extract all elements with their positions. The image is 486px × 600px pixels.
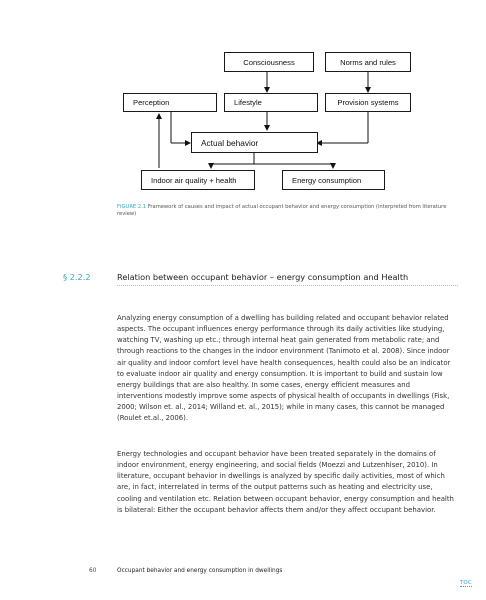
paragraph-1: Analyzing energy consumption of a dwelling has building related and occupant behavior related aspects. The occupant influences energy performance through its daily activities like studying, watching TV, washing up etc.; through internal heat gain generated from metabolic rate; and through reactions to the changes in the indoor environment (Tanimoto et al. 2008). Since indoor air quality and indoor comfort level have health consequences, health could also be an indicator to evaluate indoor air quality and energy consumption. It is important to build and sustain low energy buildings that are also healthy. In some cases, energy efficient measures and interventions modestly improve some aspects of physical health of occupants in dwellings (Fisk, 2000; Wilson et. al., 2014; Willand et. al., 2015); while in many cases, this cannot be managed (Roulet et.al., 2006). <box>117 314 451 423</box>
box-energy <box>282 170 385 190</box>
running-footer: Occupant behavior and energy consumption in dwellings <box>117 568 283 574</box>
framework-diagram <box>0 0 486 200</box>
paragraph-2: Energy technologies and occupant behavior have been treated separately in the domains of indoor environment, energy engineering, and social fields (Moezzi and Lutzenhiser, 2010). In literature, occupant behavior in dwellings is analyzed by specific daily activities, most of which are, in fact, interrelated in terms of the output patterns such as heating and electricity use, cooling and ventilation etc. Relation between occupant behavior, energy consumption and health is bilateral: Either the occupant behavior affects them and/or they affect occupant behavior. <box>117 450 454 514</box>
figure-label: FIGURE 2.1 <box>117 204 147 210</box>
figure-caption <box>117 204 457 219</box>
box-norms-label: Norms and rules <box>340 57 396 67</box>
box-perception <box>123 93 217 112</box>
toc-link[interactable]: TOC <box>460 580 472 586</box>
box-energy-label: Energy consumption <box>292 175 362 185</box>
box-indoor-label: Indoor air quality + health <box>151 175 237 185</box>
box-actual-label: Actual behavior <box>201 137 259 148</box>
box-provision <box>325 93 411 112</box>
box-lifestyle-label: Lifestyle <box>234 98 262 107</box>
box-indoor-air <box>141 170 255 190</box>
page-number: 60 <box>89 568 97 574</box>
section-number: § 2.2.2 <box>63 272 91 282</box>
box-perception-label: Perception <box>133 98 170 107</box>
box-norms <box>325 52 411 72</box>
box-actual-behavior <box>191 132 318 153</box>
section-title: Relation between occupant behavior – energy consumption and Health <box>117 272 409 282</box>
box-provision-label: Provision systems <box>337 98 399 107</box>
box-lifestyle <box>224 93 318 112</box>
box-consciousness-label: Consciousness <box>243 57 295 67</box>
box-consciousness <box>224 52 314 72</box>
figure-caption-text: Framework of causes and impact of actual occupant behavior and energy consumption (interpreted from literature review) <box>117 204 447 218</box>
section-divider <box>117 285 458 286</box>
